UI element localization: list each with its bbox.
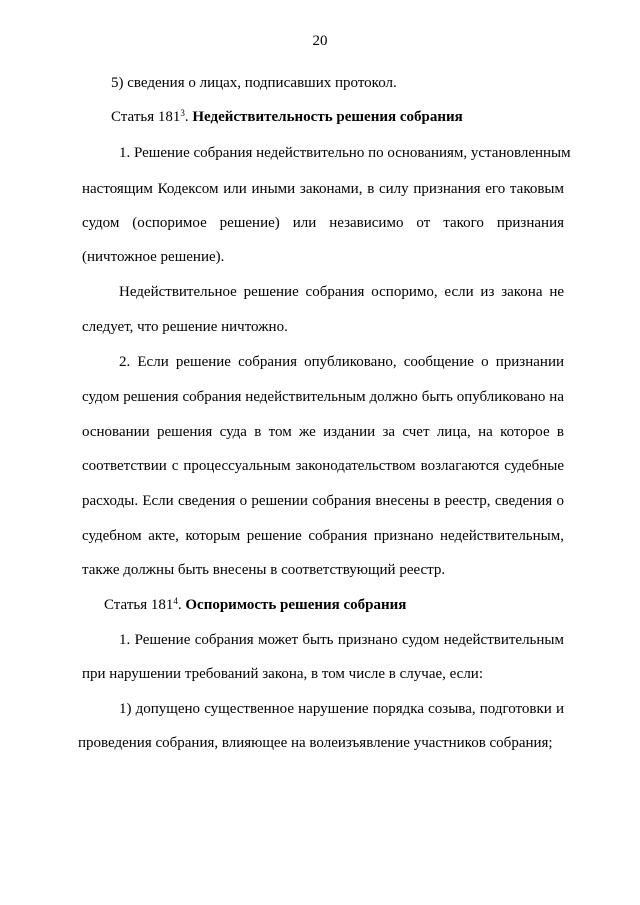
text-line: судом (оспоримое решение) или независимо от такого признания <box>82 215 564 231</box>
text-line: также должны быть внесены в соответствующий реестр. <box>82 562 446 578</box>
text-line: основании решения суда в том же издании за счет лица, на которое в <box>82 424 564 440</box>
article-title: Недействительность решения собрания <box>192 109 463 125</box>
article-number: Статья 181 <box>104 597 174 613</box>
article-number: Статья 181 <box>111 109 181 125</box>
text-line: судебном акте, которым решение собрания признано недействительным, <box>82 528 564 544</box>
text-line: проведения собрания, влияющее на волеизъявление участников собрания; <box>78 735 553 751</box>
text-line: 2. Если решение собрания опубликовано, сообщение о признании <box>119 354 564 370</box>
text-line: соответствии с процессуальным законодательством возлагаются судебные <box>82 458 564 474</box>
article-number-superscript: 3 <box>180 108 185 118</box>
article-title: Оспоримость решения собрания <box>185 597 407 613</box>
text-line: судом решения собрания недействительным должно быть опубликовано на <box>82 389 564 405</box>
text-line: 1. Решение собрания недействительно по основаниям, установленным <box>119 145 571 161</box>
text-line: расходы. Если сведения о решении собрания внесены в реестр, сведения о <box>82 493 564 509</box>
text-line: 1. Решение собрания может быть признано судом недействительным <box>119 632 564 648</box>
text-line: при нарушении требований закона, в том числе в случае, если: <box>82 666 484 682</box>
text-line: 1) допущено существенное нарушение порядка созыва, подготовки и <box>119 701 564 717</box>
text-line: Недействительное решение собрания оспоримо, если из закона не <box>119 284 564 300</box>
article-heading: Статья $181^4$. Оспоримость решения собрания <box>104 596 407 613</box>
text-line: (ничтожное решение). <box>82 249 225 265</box>
text-line: настоящим Кодексом или иными законами, в силу признания его таковым <box>82 181 564 197</box>
text-line: следует, что решение ничтожно. <box>82 319 288 335</box>
article-number-superscript: 4 <box>173 596 178 606</box>
article-heading: Статья $181^3$. Недействительность решения собрания <box>111 108 463 125</box>
text-line: 5) сведения о лицах, подписавших протокол. <box>111 75 397 91</box>
page-number: 20 <box>312 33 328 49</box>
